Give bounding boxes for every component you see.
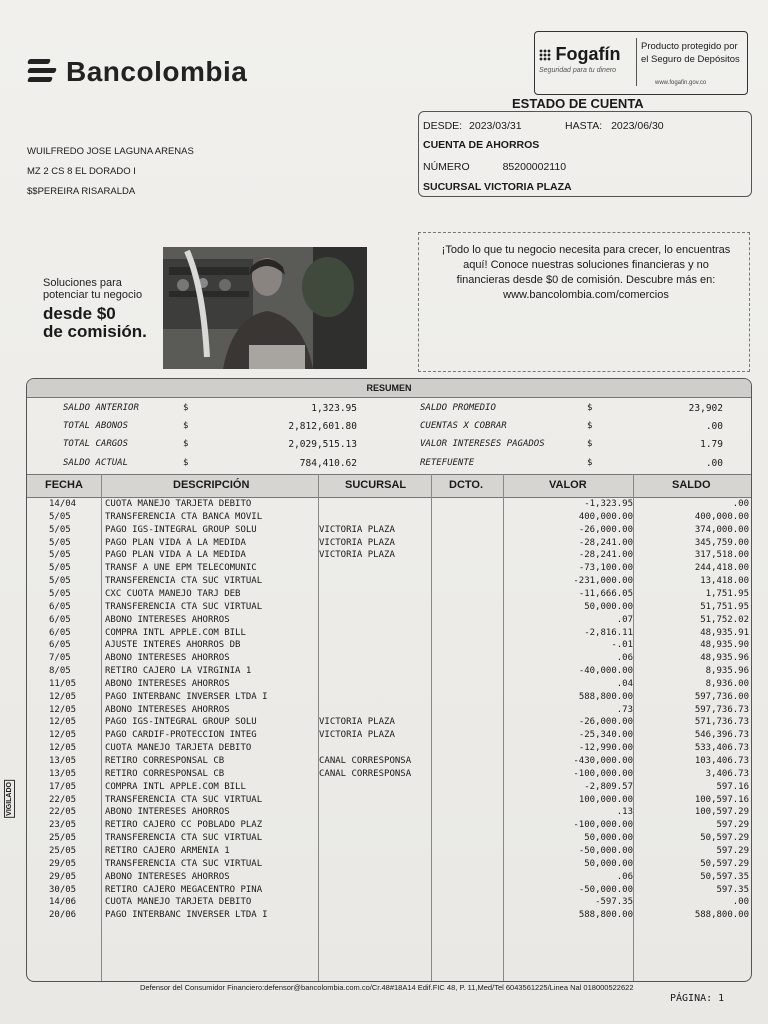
statement-table	[26, 378, 752, 982]
cell-fecha: 6/05	[49, 640, 71, 651]
cell-valor: .13	[616, 807, 633, 818]
cell-fecha: 20/06	[49, 910, 77, 921]
cell-saldo: 3,406.73	[705, 768, 749, 779]
fogafin-url: www.fogafin.gov.co	[655, 80, 707, 86]
cell-sucursal: VICTORIA PLAZA	[319, 550, 395, 561]
cell-sucursal: VICTORIA PLAZA	[319, 717, 395, 728]
cell-valor: -231,000.00	[573, 576, 633, 587]
cell-fecha: 12/05	[49, 704, 77, 715]
cell-saldo: 597,736.73	[694, 704, 749, 715]
cell-valor: .06	[616, 871, 633, 882]
cell-saldo: 100,597.16	[694, 794, 749, 805]
cell-saldo: 400,000.00	[694, 511, 749, 522]
cell-valor: -50,000.00	[578, 884, 633, 895]
cell-valor: -25,340.00	[578, 730, 633, 741]
cell-valor: -11,666.05	[578, 588, 633, 599]
fogafin-name: Fogafín	[555, 44, 621, 64]
col-saldo: SALDO	[672, 479, 711, 491]
cell-saldo: 51,752.02	[700, 614, 749, 625]
table-row	[27, 679, 751, 692]
table-header	[27, 474, 751, 498]
cell-fecha: 12/05	[49, 743, 77, 754]
cell-saldo: 103,406.73	[694, 756, 749, 766]
promo-line2: potenciar tu negocio	[43, 289, 143, 301]
bancolombia-logo	[28, 56, 247, 88]
col-fecha: FECHA	[45, 479, 83, 491]
cell-saldo: 8,935.96	[705, 666, 749, 677]
cell-fecha: 5/05	[49, 524, 71, 535]
resumen-currency: $	[183, 421, 189, 431]
cell-saldo: 317,518.00	[694, 550, 749, 561]
bank-name: Bancolombia	[66, 56, 248, 87]
resumen-value: 2,029,515.13	[288, 439, 357, 450]
resumen-value: 1.79	[700, 439, 723, 450]
table-row	[27, 628, 751, 641]
cell-valor: .07	[616, 614, 633, 625]
promo-line1: Soluciones para	[43, 277, 122, 289]
resumen-value: 2,812,601.80	[288, 421, 357, 432]
cell-valor: -12,990.00	[578, 743, 633, 754]
statement-info-box	[418, 111, 752, 197]
table-row	[27, 846, 751, 859]
cell-descripcion: PAGO PLAN VIDA A LA MEDIDA	[105, 537, 246, 548]
cell-saldo: 533,406.73	[694, 743, 749, 754]
col-descripcion: DESCRIPCIÓN	[173, 479, 250, 491]
footer-defensor: Defensor del Consumidor Financiero:defensor@bancolombia.com.co/Cr.48#18A14 Edif.FIC 48, P. 11,Med/Tel 6043561225/Linea Nal 018000522622	[140, 983, 634, 992]
cell-saldo: 597.35	[716, 884, 749, 895]
fogafin-badge	[534, 31, 748, 95]
cell-descripcion: PAGO INTERBANC INVERSER LTDA I	[105, 910, 268, 921]
cell-saldo: 546,396.73	[694, 730, 749, 741]
cell-descripcion: ABONO INTERESES AHORROS	[105, 807, 230, 818]
cell-valor: -430,000.00	[573, 756, 633, 766]
cell-saldo: 597,736.00	[694, 691, 749, 702]
cell-descripcion: CXC CUOTA MANEJO TARJ DEB	[105, 588, 241, 599]
cell-fecha: 12/05	[49, 691, 77, 702]
cell-saldo: 51,751.95	[700, 601, 749, 612]
resumen-label: SALDO ACTUAL	[63, 458, 129, 468]
cell-saldo: 50,597.29	[700, 833, 749, 844]
cell-valor: -.01	[611, 640, 633, 651]
cell-fecha: 5/05	[49, 576, 71, 587]
resumen-value: .00	[705, 421, 723, 432]
cell-saldo: 1,751.95	[705, 588, 749, 599]
cell-descripcion: CUOTA MANEJO TARJETA DEBITO	[105, 499, 252, 509]
cell-valor: -2,816.11	[584, 627, 633, 638]
cell-saldo: 597.16	[716, 781, 749, 792]
page-number: PÁGINA: 1	[670, 993, 725, 1004]
resumen-value: 1,323.95	[311, 403, 357, 414]
cell-saldo: 48,935.90	[700, 640, 749, 651]
resumen-label: TOTAL ABONOS	[63, 421, 129, 431]
vigilado-stamp: VIGILADO	[6, 782, 13, 816]
table-row	[27, 782, 751, 795]
cell-fecha: 13/05	[49, 768, 77, 779]
cell-saldo: .00	[732, 499, 749, 509]
fogafin-tagline: Seguridad para tu dinero	[539, 67, 617, 74]
cell-valor: -40,000.00	[578, 666, 633, 677]
cell-fecha: 12/05	[49, 717, 77, 728]
table-row	[27, 705, 751, 718]
table-row	[27, 525, 751, 538]
cell-descripcion: RETIRO CAJERO CC POBLADO PLAZ	[105, 820, 263, 831]
cell-descripcion: TRANSFERENCIA CTA BANCA MOVIL	[105, 511, 263, 522]
table-row	[27, 538, 751, 551]
cell-descripcion: ABONO INTERESES AHORROS	[105, 614, 230, 625]
resumen-label: SALDO ANTERIOR	[63, 403, 139, 413]
cell-descripcion: TRANSFERENCIA CTA SUC VIRTUAL	[105, 833, 263, 844]
table-row	[27, 512, 751, 525]
cell-valor: 50,000.00	[584, 858, 633, 869]
table-row	[27, 795, 751, 808]
cell-fecha: 5/05	[49, 511, 71, 522]
cell-saldo: 588,800.00	[694, 910, 749, 921]
cell-fecha: 5/05	[49, 550, 71, 561]
cell-fecha: 12/05	[49, 730, 77, 741]
hasta-value: 2023/06/30	[611, 120, 664, 132]
cell-descripcion: COMPRA INTL APPLE.COM BILL	[105, 781, 246, 792]
cell-descripcion: ABONO INTERESES AHORROS	[105, 704, 230, 715]
table-row	[27, 499, 751, 512]
client-city: $$PEREIRA RISARALDA	[27, 186, 136, 197]
hasta-label: HASTA:	[565, 120, 603, 132]
cell-fecha: 23/05	[49, 820, 77, 831]
resumen-currency: $	[587, 458, 593, 468]
client-name: WUILFREDO JOSE LAGUNA ARENAS	[27, 146, 194, 157]
cell-descripcion: RETIRO CAJERO ARMENIA 1	[105, 845, 230, 856]
resumen-currency: $	[183, 439, 189, 449]
table-row	[27, 769, 751, 782]
cell-descripcion: CUOTA MANEJO TARJETA DEBITO	[105, 897, 252, 908]
table-row	[27, 550, 751, 563]
table-row	[27, 653, 751, 666]
table-row	[27, 615, 751, 628]
cell-fecha: 8/05	[49, 666, 71, 677]
cell-descripcion: TRANSFERENCIA CTA SUC VIRTUAL	[105, 794, 263, 805]
cell-fecha: 6/05	[49, 601, 71, 612]
cell-fecha: 11/05	[49, 678, 77, 689]
cell-sucursal: VICTORIA PLAZA	[319, 524, 395, 535]
client-address: MZ 2 CS 8 EL DORADO I	[27, 166, 136, 177]
cell-descripcion: RETIRO CAJERO LA VIRGINIA 1	[105, 666, 252, 677]
cell-valor: .06	[616, 653, 633, 664]
resumen-currency: $	[587, 421, 593, 431]
bancolombia-logo-icon	[28, 59, 60, 85]
resumen-value: 784,410.62	[299, 458, 357, 469]
cell-valor: -1,323.95	[584, 499, 633, 509]
cell-saldo: 244,418.00	[694, 563, 749, 574]
cell-descripcion: TRANSF A UNE EPM TELECOMUNIC	[105, 563, 257, 574]
resumen-value: .00	[705, 458, 723, 469]
table-row	[27, 563, 751, 576]
cell-fecha: 7/05	[49, 653, 71, 664]
cell-saldo: .00	[732, 897, 749, 908]
cell-fecha: 29/05	[49, 858, 77, 869]
table-row	[27, 730, 751, 743]
cell-descripcion: CUOTA MANEJO TARJETA DEBITO	[105, 743, 252, 754]
resumen-label: VALOR INTERESES PAGADOS	[420, 439, 545, 449]
cell-valor: -28,241.00	[578, 537, 633, 548]
resumen-label: RETEFUENTE	[420, 458, 475, 468]
cell-valor: -100,000.00	[573, 768, 633, 779]
cell-saldo: 571,736.73	[694, 717, 749, 728]
cell-saldo: 48,935.96	[700, 653, 749, 664]
cell-saldo: 374,000.00	[694, 524, 749, 535]
cell-fecha: 22/05	[49, 807, 77, 818]
cell-descripcion: PAGO INTERBANC INVERSER LTDA I	[105, 691, 268, 702]
cell-descripcion: TRANSFERENCIA CTA SUC VIRTUAL	[105, 601, 263, 612]
table-row	[27, 666, 751, 679]
cell-fecha: 6/05	[49, 614, 71, 625]
table-row	[27, 859, 751, 872]
cell-valor: 400,000.00	[578, 511, 633, 522]
cell-descripcion: ABONO INTERESES AHORROS	[105, 871, 230, 882]
cell-sucursal: VICTORIA PLAZA	[319, 730, 395, 741]
promo-photo	[163, 247, 367, 369]
cell-valor: -100,000.00	[573, 820, 633, 831]
cell-descripcion: PAGO PLAN VIDA A LA MEDIDA	[105, 550, 246, 561]
resumen-title: RESUMEN	[27, 379, 751, 398]
cell-descripcion: PAGO IGS-INTEGRAL GROUP SOLU	[105, 717, 257, 728]
cell-fecha: 30/05	[49, 884, 77, 895]
cell-sucursal: CANAL CORRESPONSA	[319, 756, 412, 766]
cell-saldo: 597.29	[716, 820, 749, 831]
fogafin-dots-icon	[539, 49, 551, 61]
table-row	[27, 820, 751, 833]
cell-sucursal: VICTORIA PLAZA	[319, 537, 395, 548]
cell-fecha: 25/05	[49, 845, 77, 856]
cell-descripcion: ABONO INTERESES AHORROS	[105, 653, 230, 664]
cell-saldo: 100,597.29	[694, 807, 749, 818]
cell-valor: -2,809.57	[584, 781, 633, 792]
cell-descripcion: PAGO IGS-INTEGRAL GROUP SOLU	[105, 524, 257, 535]
account-type: CUENTA DE AHORROS	[423, 139, 540, 151]
cell-valor: -26,000.00	[578, 524, 633, 535]
cell-saldo: 50,597.35	[700, 871, 749, 882]
cell-descripcion: PAGO CARDIF-PROTECCION INTEG	[105, 730, 257, 741]
table-row	[27, 910, 751, 923]
desde-label: DESDE:	[423, 120, 463, 132]
table-row	[27, 756, 751, 769]
table-row	[27, 872, 751, 885]
fogafin-divider	[636, 38, 637, 86]
cell-fecha: 22/05	[49, 794, 77, 805]
cell-saldo: 13,418.00	[700, 576, 749, 587]
cell-descripcion: TRANSFERENCIA CTA SUC VIRTUAL	[105, 576, 263, 587]
cell-descripcion: AJUSTE INTERES AHORROS DB	[105, 640, 241, 651]
table-row	[27, 807, 751, 820]
branch: SUCURSAL VICTORIA PLAZA	[423, 181, 572, 193]
promo-line3: desde $0	[43, 304, 116, 323]
promo-box	[418, 232, 750, 372]
cell-saldo: 597.29	[716, 845, 749, 856]
cell-valor: -73,100.00	[578, 563, 633, 574]
cell-valor: -28,241.00	[578, 550, 633, 561]
table-row	[27, 589, 751, 602]
resumen-currency: $	[587, 403, 593, 413]
table-row	[27, 885, 751, 898]
promo-text	[43, 277, 147, 341]
cell-descripcion: RETIRO CORRESPONSAL CB	[105, 768, 225, 779]
resumen-value: 23,902	[688, 403, 723, 414]
resumen-currency: $	[587, 439, 593, 449]
cell-valor: .04	[616, 678, 633, 689]
fogafin-protected: Producto protegido por el Seguro de Depósitos	[641, 41, 740, 65]
promo-line4: de comisión.	[43, 322, 147, 341]
resumen-label: SALDO PROMEDIO	[420, 403, 496, 413]
numero-value: 85200002110	[502, 161, 567, 173]
cell-fecha: 5/05	[49, 588, 71, 599]
table-row	[27, 602, 751, 615]
table-row	[27, 640, 751, 653]
cell-valor: -597.35	[595, 897, 633, 908]
cell-valor: 100,000.00	[578, 794, 633, 805]
cell-valor: -50,000.00	[578, 845, 633, 856]
cell-fecha: 14/04	[49, 499, 77, 509]
cell-fecha: 17/05	[49, 781, 77, 792]
cell-valor: 50,000.00	[584, 601, 633, 612]
cell-saldo: 48,935.91	[700, 627, 749, 638]
cell-fecha: 5/05	[49, 563, 71, 574]
table-row	[27, 833, 751, 846]
cell-fecha: 29/05	[49, 871, 77, 882]
cell-descripcion: COMPRA INTL APPLE.COM BILL	[105, 627, 246, 638]
table-row	[27, 743, 751, 756]
cell-descripcion: RETIRO CORRESPONSAL CB	[105, 756, 225, 766]
cell-valor: 588,800.00	[578, 691, 633, 702]
desde-value: 2023/03/31	[469, 120, 522, 132]
col-dcto: DCTO.	[449, 479, 484, 491]
cell-fecha: 5/05	[49, 537, 71, 548]
cell-fecha: 6/05	[49, 627, 71, 638]
statement-title: ESTADO DE CUENTA	[512, 96, 644, 111]
cell-fecha: 25/05	[49, 833, 77, 844]
cell-valor: -26,000.00	[578, 717, 633, 728]
col-sucursal: SUCURSAL	[345, 479, 407, 491]
numero-label: NÚMERO	[423, 161, 470, 173]
cell-saldo: 345,759.00	[694, 537, 749, 548]
resumen-currency: $	[183, 458, 189, 468]
table-row	[27, 897, 751, 910]
resumen-currency: $	[183, 403, 189, 413]
cell-descripcion: TRANSFERENCIA CTA SUC VIRTUAL	[105, 858, 263, 869]
cell-sucursal: CANAL CORRESPONSA	[319, 768, 412, 779]
cell-fecha: 14/06	[49, 897, 77, 908]
promo-box-text: ¡Todo lo que tu negocio necesita para crecer, lo encuentras aquí! Conoce nuestras soluciones financieras y no financieras desde $0 de comisión. Descubre más en: www.bancolombia.com/comercios	[441, 244, 731, 301]
cell-descripcion: ABONO INTERESES AHORROS	[105, 678, 230, 689]
resumen-label: CUENTAS X COBRAR	[420, 421, 507, 431]
table-row	[27, 576, 751, 589]
col-valor: VALOR	[549, 479, 587, 491]
cell-saldo: 8,936.00	[705, 678, 749, 689]
cell-fecha: 13/05	[49, 756, 77, 766]
cell-valor: .73	[616, 704, 633, 715]
cell-saldo: 50,597.29	[700, 858, 749, 869]
cell-descripcion: RETIRO CAJERO MEGACENTRO PINA	[105, 884, 263, 895]
table-row	[27, 692, 751, 705]
cell-valor: 588,800.00	[578, 910, 633, 921]
table-row	[27, 717, 751, 730]
cell-valor: 50,000.00	[584, 833, 633, 844]
resumen-label: TOTAL CARGOS	[63, 439, 129, 449]
